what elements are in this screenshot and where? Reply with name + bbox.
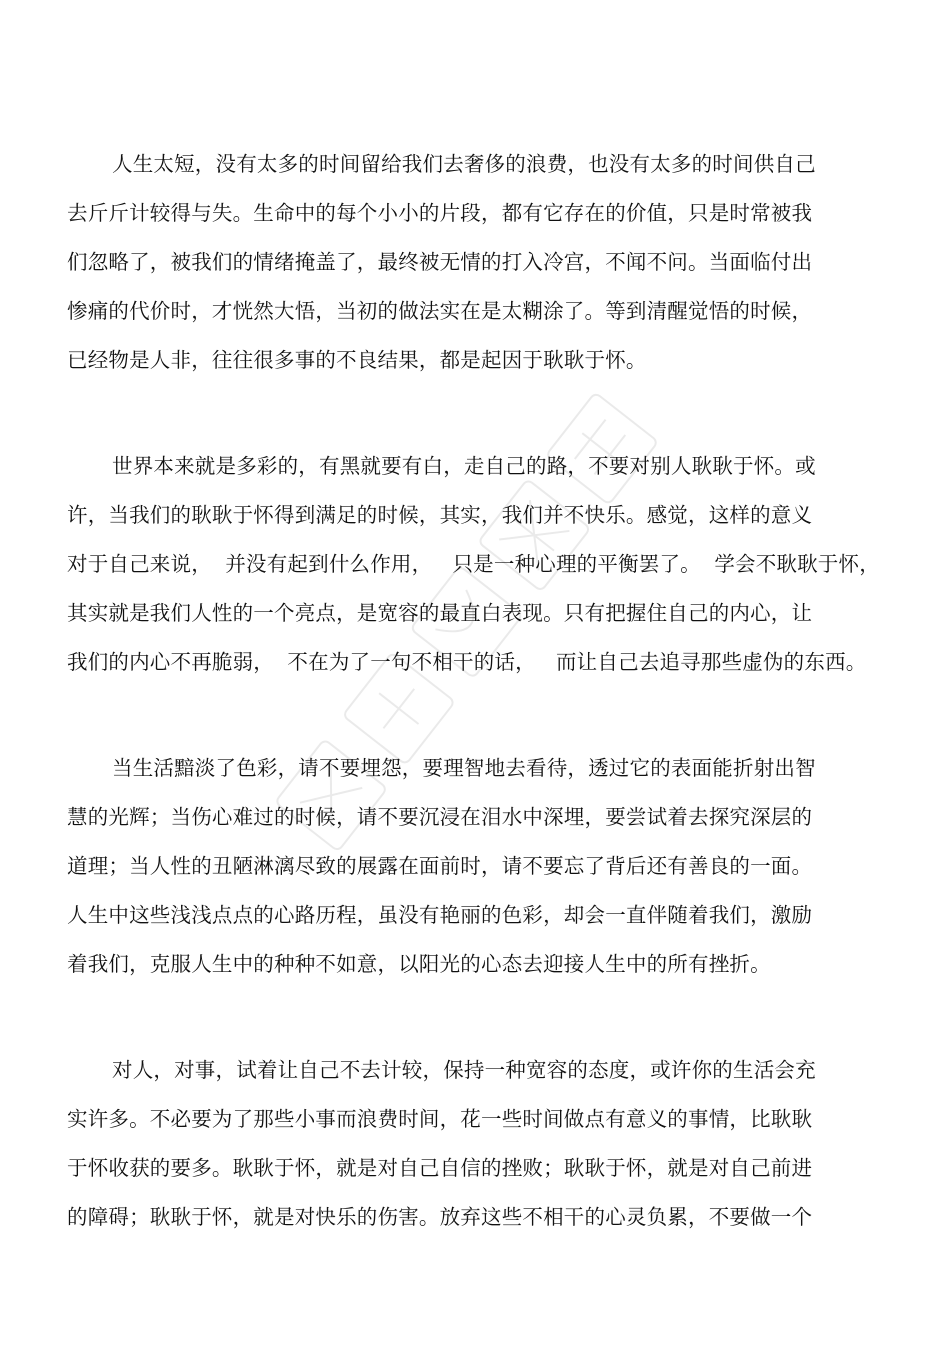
paragraph-line: 去斤斤计较得与失。生命中的每个小小的片段，都有它存在的价值，只是时常被我 xyxy=(67,201,813,225)
paragraph-line: 的障碍；耿耿于怀，就是对快乐的伤害。放弃这些不相干的心灵负累，不要做一个 xyxy=(67,1205,813,1229)
paragraph-line: 慧的光辉；当伤心难过的时候，请不要沉浸在泪水中深埋，要尝试着去探究深层的 xyxy=(67,805,813,829)
paragraph-line: 人生中这些浅浅点点的心路历程，虽没有艳丽的色彩，却会一直伴随着我们，激励 xyxy=(67,903,813,927)
paragraph-2 xyxy=(67,442,880,687)
paragraph-line: 对于自己来说， 并没有起到什么作用， 只是一种心理的平衡罢了。 学会不耿耿于怀， xyxy=(67,552,880,576)
paragraph-line: 人生太短，没有太多的时间留给我们去奢侈的浪费，也没有太多的时间供自己 xyxy=(112,152,816,176)
paragraph-line: 许，当我们的耿耿于怀得到满足的时候，其实，我们并不快乐。感觉，这样的意义 xyxy=(67,503,813,527)
paragraph-line: 其实就是我们人性的一个亮点，是宽容的最直白表现。只有把握住自己的内心，让 xyxy=(67,601,813,625)
paragraph-line: 世界本来就是多彩的，有黑就要有白，走自己的路，不要对别人耿耿于怀。或 xyxy=(112,454,816,478)
paragraph-line: 道理；当人性的丑陋淋漓尽致的展露在面前时，请不要忘了背后还有善良的一面。 xyxy=(67,854,813,878)
paragraph-line: 于怀收获的要多。耿耿于怀，就是对自己自信的挫败；耿耿于怀，就是对自己前进 xyxy=(67,1156,813,1180)
paragraph-line: 当生活黯淡了色彩，请不要埋怨，要理智地去看待，透过它的表面能折射出智 xyxy=(112,756,816,780)
paragraph-line: 着我们，克服人生中的种种不如意，以阳光的心态去迎接人生中的所有挫折。 xyxy=(67,952,771,976)
paragraph-line: 已经物是人非，往往很多事的不良结果，都是起因于耿耿于怀。 xyxy=(67,348,647,372)
paragraph-line: 们忽略了，被我们的情绪掩盖了，最终被无情的打入冷宫，不闻不问。当面临付出 xyxy=(67,250,813,274)
paragraph-line: 惨痛的代价时，才恍然大悟，当初的做法实在是太糊涂了。等到清醒觉悟的时候， xyxy=(67,299,813,323)
paragraph-line: 我们的内心不再脆弱， 不在为了一句不相干的话， 而让自己去追寻那些虚伪的东西。 xyxy=(67,650,867,674)
paragraph-3 xyxy=(67,744,867,989)
paragraph-line: 对人，对事，试着让自己不去计较，保持一种宽容的态度，或许你的生活会充 xyxy=(112,1058,816,1082)
paragraph-4 xyxy=(67,1046,867,1242)
paragraph-line: 实许多。不必要为了那些小事而浪费时间，花一些时间做点有意义的事情，比耿耿 xyxy=(67,1107,813,1131)
paragraph-1 xyxy=(67,140,867,385)
